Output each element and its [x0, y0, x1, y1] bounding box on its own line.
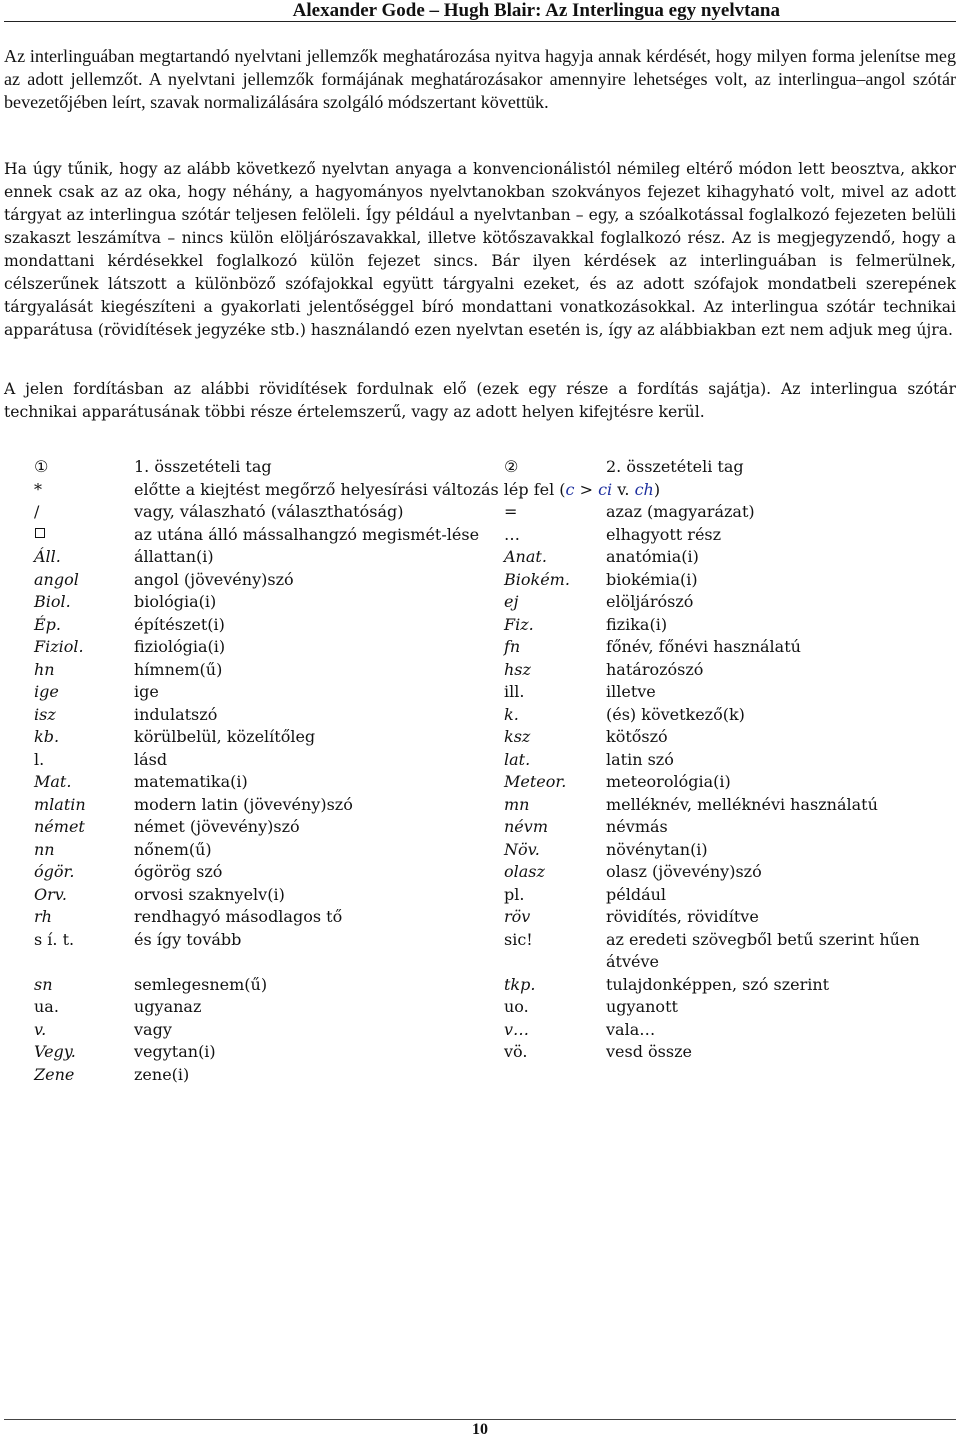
equals-desc: azaz (magyarázat) — [606, 502, 755, 521]
abbr-left-desc: lásd — [134, 749, 168, 769]
example-gt: > — [574, 479, 599, 499]
abbr-row — [34, 681, 954, 704]
second-component-symbol: ② — [504, 457, 519, 476]
abbr-left: Biol. — [34, 592, 71, 611]
abbr-left: kb. — [34, 727, 60, 746]
abbr-left: ua. — [34, 997, 59, 1016]
square-icon — [34, 524, 134, 547]
running-header: Alexander Gode – Hugh Blair: Az Interlingua egy nyelvtana — [4, 0, 956, 22]
second-component-desc: 2. összetételi tag — [606, 457, 744, 476]
abbr-left: l. — [34, 749, 45, 769]
asterisk-desc-end: ) — [653, 479, 661, 499]
abbr-right: lat. — [504, 749, 531, 769]
abbr-right: ksz — [504, 727, 531, 746]
abbr-right-desc: névmás — [606, 817, 668, 836]
abbr-left: nn — [34, 839, 55, 859]
abbr-left: mlatin — [34, 794, 86, 814]
paragraph-1: Az interlinguában megtartandó nyelvtani jellemzők meghatározása nyitva hagyja annak kérdését, hogy milyen forma jelenítse meg az adott jellemzőt. A nyelvtani jellemzők formájának meghatározásakor amennyire lehetséges volt, az interlingua–angol szótár bevezetőjében leírt, szavak normalizálására szolgáló módszertant követtük. — [4, 46, 956, 112]
asterisk-desc — [134, 479, 954, 502]
abbr-right-desc: ugyanott — [606, 997, 678, 1016]
abbr-row — [34, 591, 954, 614]
abbr-row-square — [34, 524, 954, 547]
abbr-left-desc: vagy — [134, 1019, 172, 1039]
abbr-row — [34, 659, 954, 682]
abbr-left: s í. t. — [34, 929, 75, 949]
abbr-row — [34, 726, 954, 749]
abbr-left-desc: körülbelül, közelítőleg — [134, 727, 316, 746]
abbr-right: olasz — [504, 862, 545, 881]
abbr-row — [34, 1019, 954, 1042]
equals-symbol: = — [504, 502, 518, 521]
square-desc: az utána álló mássalhangzó megismét-lése — [134, 524, 480, 544]
abbr-right: sic! — [504, 929, 533, 949]
abbr-left: rh — [34, 907, 52, 926]
abbr-left: Ép. — [34, 614, 62, 634]
abbr-right-desc: határozószó — [606, 659, 704, 679]
abbr-row — [34, 771, 954, 794]
abbr-right: v… — [504, 1019, 530, 1039]
abbr-left-desc: indulatszó — [134, 704, 218, 724]
abbr-left-desc: orvosi szaknyelv(i) — [134, 884, 285, 904]
abbr-right-desc: rövidítés, rövidítve — [606, 907, 759, 926]
abbr-row — [34, 569, 954, 592]
abbr-right: uo. — [504, 997, 529, 1016]
abbr-right: vö. — [504, 1042, 528, 1061]
abbr-left: v. — [34, 1019, 47, 1039]
abbr-right-desc: például — [606, 884, 667, 904]
abbr-row — [34, 546, 954, 569]
abbr-row — [34, 636, 954, 659]
abbr-left: hn — [34, 659, 55, 679]
abbr-left: Áll. — [34, 547, 61, 566]
abbr-left-desc: vegytan(i) — [134, 1042, 216, 1061]
abbr-left-desc: biológia(i) — [134, 592, 217, 611]
abbr-row — [34, 996, 954, 1019]
abbr-left-desc: ige — [134, 682, 159, 701]
abbr-row — [34, 794, 954, 817]
abbr-right: névm — [504, 817, 548, 836]
abbr-row — [34, 839, 954, 862]
abbr-left: angol — [34, 569, 79, 589]
abbr-right-desc: anatómia(i) — [606, 547, 699, 566]
footer-rule — [4, 1419, 956, 1420]
abbr-left-desc: hímnem(ű) — [134, 659, 223, 679]
abbr-right-desc: melléknév, melléknévi használatú — [606, 794, 878, 814]
abbr-right-desc: kötőszó — [606, 727, 668, 746]
abbr-left-desc: ugyanaz — [134, 997, 202, 1016]
abbr-row-slash — [34, 501, 954, 524]
abbr-right-desc: meteorológia(i) — [606, 772, 731, 791]
abbr-left-desc: állattan(i) — [134, 547, 214, 566]
abbr-right: mn — [504, 794, 530, 814]
abbr-left-desc: matematika(i) — [134, 772, 248, 791]
abbr-row — [34, 884, 954, 907]
abbr-row — [34, 906, 954, 929]
first-component-symbol: ① — [34, 457, 49, 476]
abbr-row — [34, 929, 954, 974]
abbr-row — [34, 614, 954, 637]
abbr-left: ige — [34, 682, 59, 701]
abbr-right-desc: vala… — [606, 1019, 656, 1039]
abbr-row — [34, 749, 954, 772]
abbr-right-desc: biokémia(i) — [606, 569, 698, 589]
abbr-left: Mat. — [34, 772, 72, 791]
abbr-left-desc: fiziológia(i) — [134, 637, 226, 656]
abbr-right-desc: latin szó — [606, 749, 674, 769]
abbr-right-desc: illetve — [606, 682, 656, 701]
abbr-row — [34, 1041, 954, 1064]
abbr-left-desc: német (jövevény)szó — [134, 817, 300, 836]
abbr-left-desc: nőnem(ű) — [134, 839, 212, 859]
example-v: v. — [612, 479, 635, 499]
abbr-right: ill. — [504, 682, 525, 701]
abbr-right: hsz — [504, 659, 531, 679]
abbr-left: német — [34, 817, 85, 836]
abbr-right: Meteor. — [504, 772, 567, 791]
abbr-left: Vegy. — [34, 1042, 76, 1061]
abbr-right-desc: főnév, főnévi használatú — [606, 637, 801, 656]
abbr-right: k. — [504, 704, 519, 724]
abbr-list — [34, 546, 954, 1086]
abbr-right: Biokém. — [504, 569, 570, 589]
abbr-left: sn — [34, 974, 53, 994]
abbr-right: pl. — [504, 884, 525, 904]
abbr-left-desc: semlegesnem(ű) — [134, 974, 268, 994]
abbr-right: Fiz. — [504, 614, 534, 634]
paragraph-2: Ha úgy tűnik, hogy az alább következő nyelvtan anyaga a konvencionálistól némileg eltérő módon lett beosztva, akkor ennek csak az az oka, hogy néhány, a hagyományos nyelvtanokban szokványos fejezet kihagyható volt, mivel az adott tárgyat az interlingua szótár teljesen felöleli. Így például a nyelvtanban – egy, a szóalkotással foglalkozó fejezeten belüli szakaszt leszámítva – nincs külön elöljárószavakkal, illetve kötőszavakkal foglalkozó rész. Az is megjegyzendő, hogy a mondattani kérdésekkel foglalkozó külön fejezet sincs. Bár ilyen kérdések az interlinguában is felmerülnek, célszerűnek látszott a különböző szófajokkal együtt tárgyalni ezeket, és az adott szófajok mondatbeli szerepének tárgyalását kiegészíteni a gyakorlati jelentőséggel bíró mondattani vonatkozásokkal. Az interlingua szótár technikai apparátusa (rövidítések jegyzéke stb.) használandó ezen nyelvtan esetén is, így az alábbiakban ezt nem adjuk meg újra. — [4, 160, 956, 339]
abbr-right: röv — [504, 907, 531, 926]
abbr-right-desc: (és) következő(k) — [606, 704, 745, 724]
slash-symbol: / — [34, 502, 40, 521]
abbr-right-desc: az eredeti szövegből betű szerint hűen átvéve — [606, 929, 920, 971]
example-ch: ch — [634, 479, 654, 499]
abbr-row — [34, 816, 954, 839]
example-ci: ci — [598, 479, 613, 499]
abbr-row-asterisk — [34, 479, 954, 502]
abbr-row — [34, 974, 954, 997]
abbr-right-desc: elöljárószó — [606, 592, 694, 611]
abbr-left-desc: angol (jövevény)szó — [134, 569, 294, 589]
slash-desc: vagy, válaszható (választhatóság) — [134, 502, 404, 521]
abbr-left-desc: ógörög szó — [134, 862, 223, 881]
abbr-row-components — [34, 456, 954, 479]
abbr-left: Zene — [34, 1064, 75, 1084]
abbr-left: Orv. — [34, 884, 67, 904]
abbr-right-desc: tulajdonképpen, szó szerint — [606, 974, 830, 994]
abbr-right-desc: fizika(i) — [606, 614, 668, 634]
abbr-right: Növ. — [504, 839, 540, 859]
asterisk-symbol: * — [34, 479, 42, 499]
abbr-row — [34, 1064, 954, 1087]
abbreviation-table — [34, 456, 954, 1086]
abbr-right: Anat. — [504, 547, 547, 566]
example-c: c — [565, 479, 575, 499]
abbr-left-desc: építészet(i) — [134, 614, 225, 634]
abbr-left-desc: és így tovább — [134, 929, 242, 949]
page-number: 10 — [472, 1421, 488, 1438]
ellipsis-symbol: … — [504, 524, 520, 544]
asterisk-desc-text: előtte a kiejtést megőrző helyesírási változás lép fel ( — [134, 479, 566, 499]
abbr-row — [34, 861, 954, 884]
first-component-desc: 1. összetételi tag — [134, 457, 272, 476]
paragraph-3: A jelen fordításban az alábbi rövidítések fordulnak elő (ezek egy része a fordítás sajátja). Az interlingua szótár technikai apparátusának többi része értelemszerű, vagy az adott helyen kifejtésre kerül. — [4, 380, 956, 421]
abbr-right: tkp. — [504, 974, 536, 994]
ellipsis-desc: elhagyott rész — [606, 524, 722, 544]
abbr-left-desc: modern latin (jövevény)szó — [134, 794, 353, 814]
abbr-right-desc: vesd össze — [606, 1042, 692, 1061]
abbr-right: fn — [504, 637, 521, 656]
abbr-left-desc: zene(i) — [134, 1064, 190, 1084]
abbr-right-desc: olasz (jövevény)szó — [606, 862, 762, 881]
abbr-row — [34, 704, 954, 727]
abbr-right: ej — [504, 592, 519, 611]
abbr-right-desc: növénytan(i) — [606, 839, 708, 859]
abbr-left-desc: rendhagyó másodlagos tő — [134, 907, 343, 926]
abbr-left: isz — [34, 704, 56, 724]
abbr-left: ógör. — [34, 862, 75, 881]
abbr-left: Fiziol. — [34, 637, 84, 656]
